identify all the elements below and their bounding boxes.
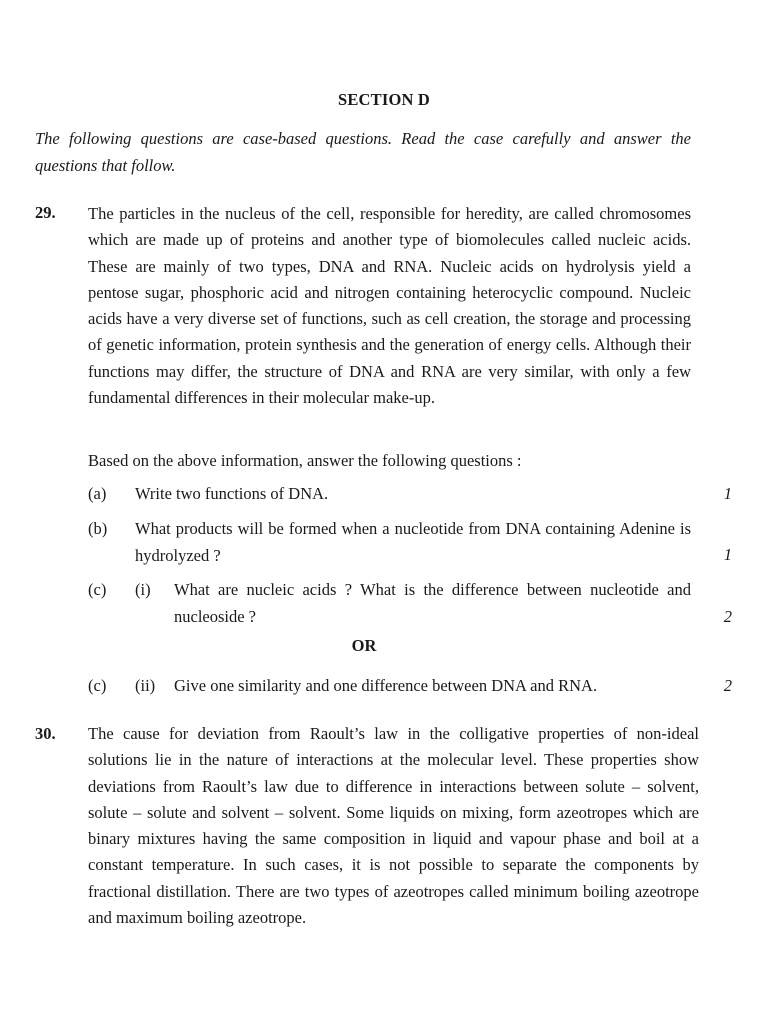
q29-instruction: Based on the above information, answer the following questions : <box>88 451 522 470</box>
q29-part-b-marks: 1 <box>723 545 732 564</box>
q29-part-a-marks: 1 <box>723 484 732 503</box>
q29-part-c-ii-marks: 2 <box>723 676 732 695</box>
question-number-30: 30. <box>35 724 56 743</box>
q29-part-c-i-marks: 2 <box>723 607 732 626</box>
q29-part-c-alt-label: (c) <box>88 676 107 695</box>
q29-part-a-text: Write two functions of DNA. <box>135 484 329 503</box>
section-title: SECTION D <box>337 90 431 109</box>
question-number-29: 29. <box>35 203 56 222</box>
q29-part-b-text: What products will be formed when a nucleotide from DNA containing Adenine is hydrolyzed ? <box>135 519 691 565</box>
q29-part-c-ii-text: Give one similarity and one difference between DNA and RNA. <box>174 676 598 695</box>
or-divider: OR <box>351 636 377 655</box>
q29-part-b-label: (b) <box>88 519 108 538</box>
q29-part-a-label: (a) <box>88 484 107 503</box>
q29-part-c-i-label: (i) <box>135 580 151 599</box>
q29-passage: The particles in the nucleus of the cell, responsible for heredity, are called chromosomes which are made up of proteins and another type of biomolecules called nucleic acids. These are mainly of two types, DNA and RNA. Nucleic acids on hydrolysis yield a pentose sugar, phosphoric acid and nitrogen containing heterocyclic compound. Nucleic acids have a very diverse set of functions, such as cell creation, the storage and processing of genetic information, protein synthesis and the generation of energy cells. Although their functions may differ, the structure of DNA and RNA are very similar, with only a few fundamental differences in their molecular make-up. <box>88 204 691 408</box>
q30-passage: The cause for deviation from Raoult’s law in the colligative properties of non-ideal solutions lie in the nature of interactions at the molecular level. These properties show deviations from Raoult’s law due to difference in interactions between solute – solvent, solute – solute and solvent – solvent. Some liquids on mixing, form azeotropes which are binary mixtures having the same composition in liquid and vapour phase and boil at a constant temperature. In such cases, it is not possible to separate the components by fractional distillation. There are two types of azeotropes called minimum boiling azeotrope and maximum boiling azeotrope. <box>88 724 699 928</box>
q29-part-c-ii-label: (ii) <box>135 676 156 695</box>
section-instructions: The following questions are case-based questions. Read the case carefully and answer the questions that follow. <box>35 129 691 175</box>
q29-part-c-label: (c) <box>88 580 107 599</box>
q29-part-c-i-text: What are nucleic acids ? What is the difference between nucleotide and nucleoside ? <box>174 580 691 626</box>
